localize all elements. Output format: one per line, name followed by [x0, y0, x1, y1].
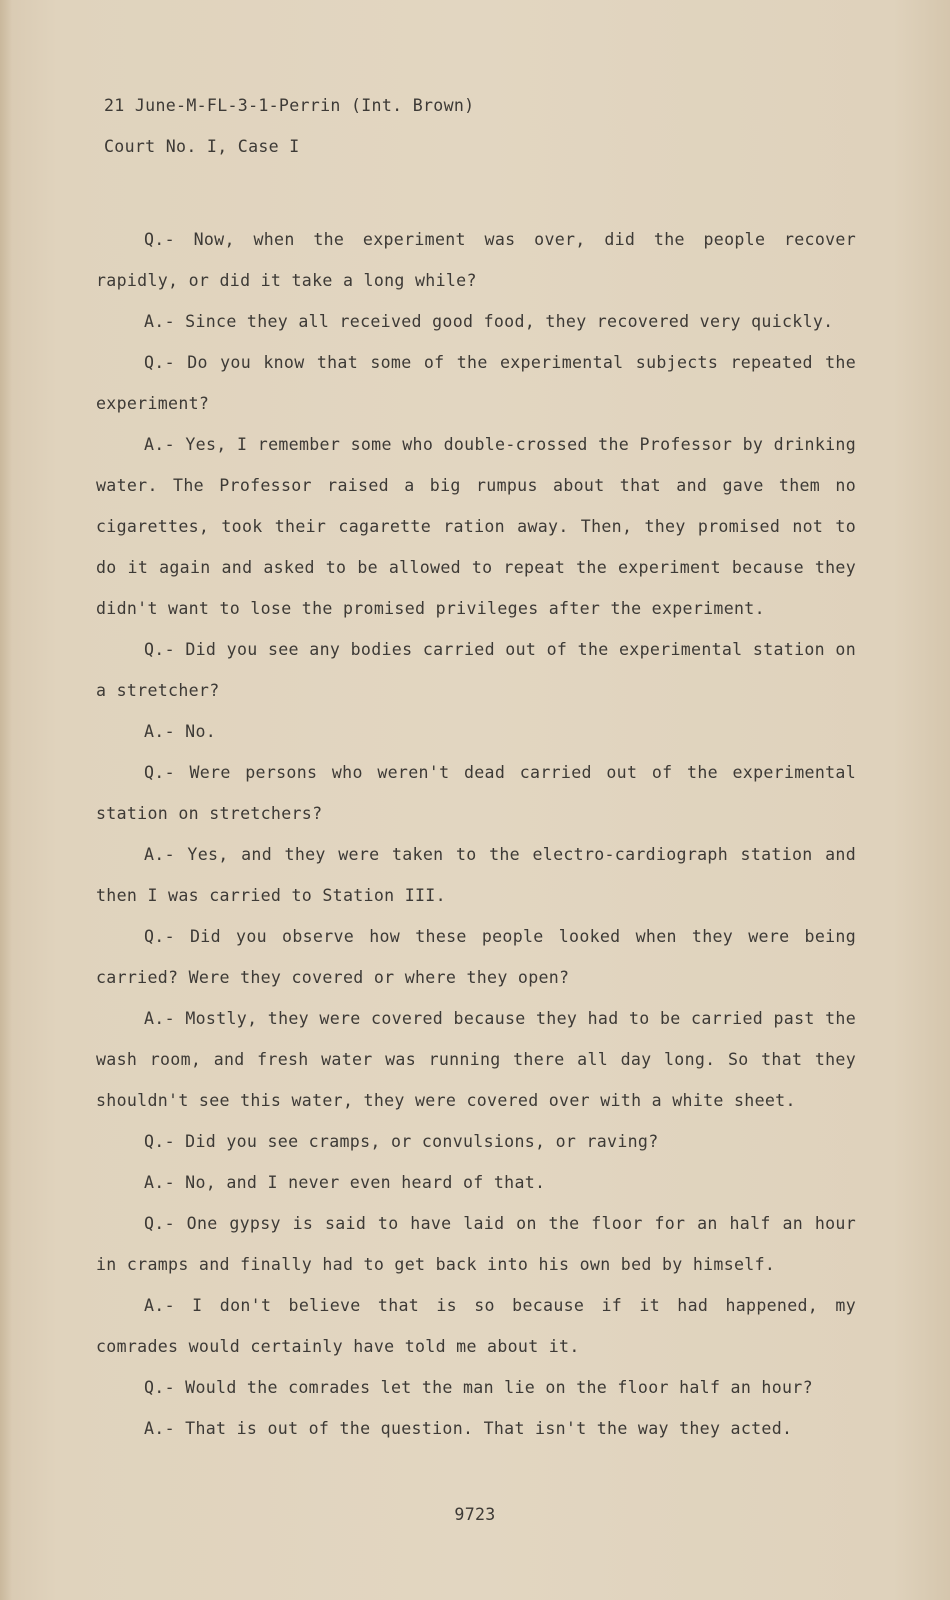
- page-edge-shadow: [0, 0, 12, 1600]
- question-paragraph: Q.- Would the comrades let the man lie on the floor half an hour?: [144, 1378, 813, 1397]
- court-case-line: Court No. I, Case I: [104, 137, 300, 156]
- answer-paragraph: A.- Yes, I remember some who double-crossed the Professor by drinking water. The Professor raised a big rumpus about that and gave them no cigarettes, took their cagarette ration away. Then, they promised not to do it again and asked to be allowed to repeat the experiment because they didn't want to lose the promised privileges after the experiment.: [96, 435, 856, 618]
- document-header: [104, 94, 864, 176]
- question-paragraph: Q.- Did you see any bodies carried out of the experimental station on a stretcher?: [96, 640, 856, 700]
- answer-paragraph: A.- Since they all received good food, they recovered very quickly.: [144, 312, 834, 331]
- question-paragraph: Q.- Did you observe how these people looked when they were being carried? Were they covered or where they open?: [96, 927, 856, 987]
- answer-paragraph: A.- Mostly, they were covered because they had to be carried past the wash room, and fresh water was running there all day long. So that they shouldn't see this water, they were covered over with a white sheet.: [96, 1009, 856, 1110]
- question-paragraph: Q.- Did you see cramps, or convulsions, or raving?: [144, 1132, 659, 1151]
- answer-paragraph: A.- I don't believe that is so because if it had happened, my comrades would certainly have told me about it.: [96, 1296, 856, 1356]
- answer-paragraph: A.- No, and I never even heard of that.: [144, 1173, 546, 1192]
- question-paragraph: Q.- Were persons who weren't dead carried out of the experimental station on stretchers?: [96, 763, 856, 823]
- transcript-reference: 21 June-M-FL-3-1-Perrin (Int. Brown): [104, 96, 475, 115]
- question-paragraph: Q.- Now, when the experiment was over, did the people recover rapidly, or did it take a long while?: [96, 230, 856, 290]
- answer-paragraph: A.- No.: [144, 722, 217, 741]
- question-paragraph: Q.- Do you know that some of the experimental subjects repeated the experiment?: [96, 353, 856, 413]
- transcript-body: [96, 219, 856, 1449]
- question-paragraph: Q.- One gypsy is said to have laid on the floor for an half an hour in cramps and finally had to get back into his own bed by himself.: [96, 1214, 856, 1274]
- page-number: 9723: [454, 1505, 496, 1524]
- answer-paragraph: A.- Yes, and they were taken to the electro-cardiograph station and then I was carried to Station III.: [96, 845, 856, 905]
- answer-paragraph: A.- That is out of the question. That isn't the way they acted.: [144, 1419, 793, 1438]
